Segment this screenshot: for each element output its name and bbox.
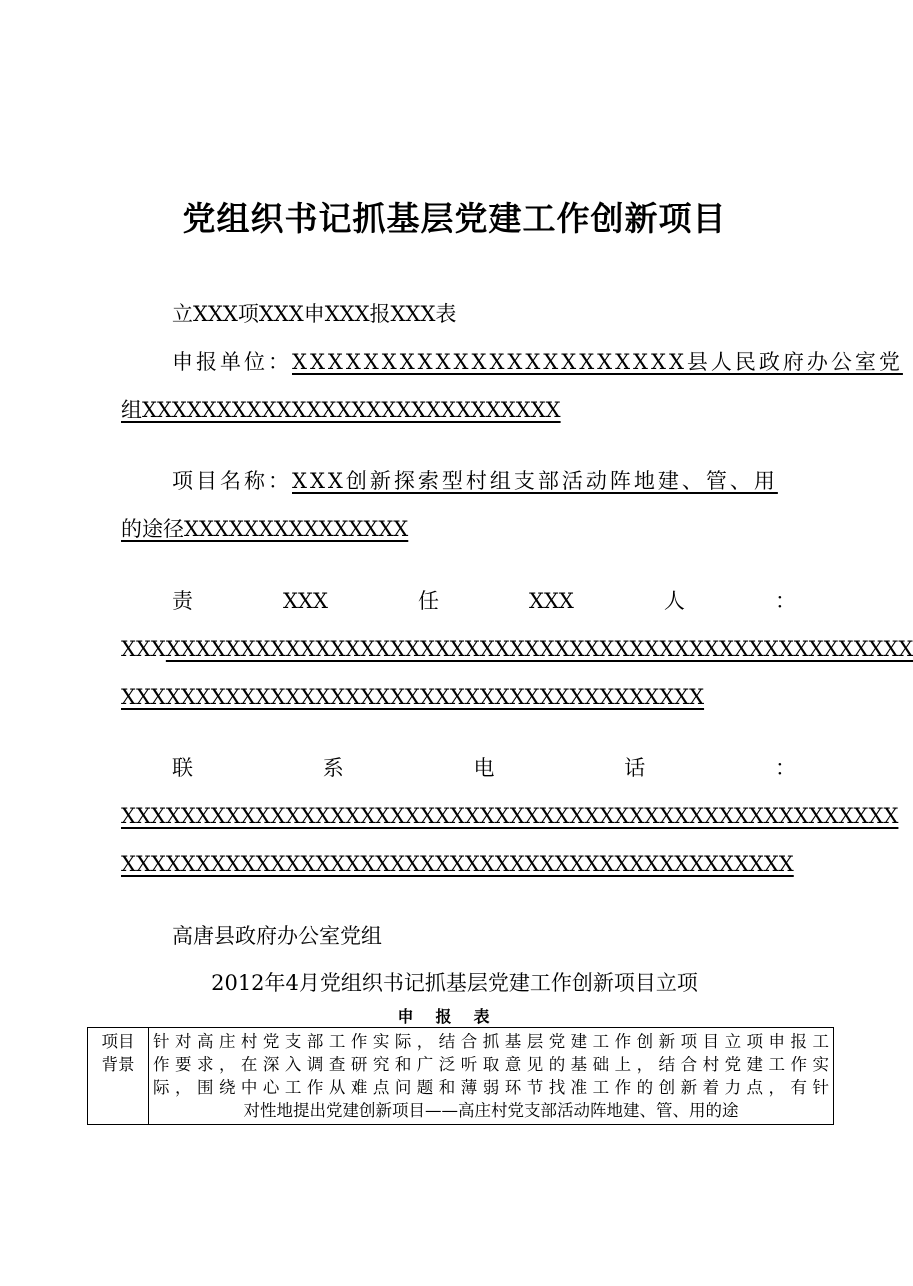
content-line: 针对高庄村党支部工作实际，结合抓基层党建工作创新项目立项申报工 (153, 1032, 829, 1051)
row-label-line-1: 项目 (101, 1032, 135, 1051)
unit-line-2 (121, 396, 796, 424)
responsible-line-1 (121, 635, 913, 663)
phone-label-row (172, 754, 796, 782)
project-label: 项目名称： (172, 469, 292, 493)
application-table (87, 1027, 834, 1125)
phone-value-2: XXXXXXXXXXXXXXXXXXXXXXXXXXXXXXXXXXXXXXXXXXXXX (121, 852, 794, 876)
document-title: 党组织书记抓基层党建工作创新项目 (182, 199, 727, 238)
row-content-cell (149, 1028, 834, 1125)
content-line: 际，围绕中心工作从难点问题和薄弱环节找准工作的创新着力点，有针 (153, 1078, 829, 1097)
unit-line-1 (172, 348, 903, 376)
responsible-value-1: XXXXXXXXXXXXXXXXXXXXXXXXXXXXXXXXXXXXXXXXXXXXXXXXXX (165, 637, 913, 661)
responsible-prefix: XXX (121, 637, 166, 661)
project-value-2: 的途径XXXXXXXXXXXXXXX (121, 517, 409, 541)
table-title: 申报表 (397, 1007, 512, 1026)
unit-value-1: XXXXXXXXXXXXXXXXXXXXXX县人民政府办公室党 (292, 350, 903, 374)
project-line-2 (121, 515, 796, 543)
responsible-char: 责 (172, 589, 193, 613)
project-value-1: XXX创新探索型村组支部活动阵地建、管、用 (292, 469, 778, 493)
responsible-char: XXX (529, 589, 574, 613)
content-line: 作要求，在深入调查研究和广泛听取意见的基础上，结合村党建工作实 (153, 1055, 829, 1074)
responsible-char: 任 (417, 589, 439, 613)
unit-label: 申报单位： (172, 350, 292, 374)
phone-char: 话 (624, 756, 646, 780)
phone-line-2 (121, 850, 796, 878)
date-line: 2012年4月党组织书记抓基层党建工作创新项目立项 (211, 971, 698, 995)
phone-line-1 (121, 802, 899, 830)
responsible-char: XXX (283, 589, 328, 613)
phone-char: 联 (172, 756, 193, 780)
phone-char: ： (775, 756, 796, 780)
responsible-char: ： (774, 589, 796, 613)
table-row (88, 1028, 834, 1125)
responsible-value-2: XXXXXXXXXXXXXXXXXXXXXXXXXXXXXXXXXXXXXXX (121, 685, 705, 709)
responsible-char: 人 (663, 589, 685, 613)
phone-char: 系 (322, 756, 344, 780)
content-line: 对性地提出党建创新项目——高庄村党支部活动阵地建、管、用的途 (243, 1101, 739, 1120)
row-label-cell (88, 1028, 149, 1125)
row-label-line-2: 背景 (101, 1055, 135, 1074)
unit-value-2: 组XXXXXXXXXXXXXXXXXXXXXXXXXXXX (121, 398, 561, 422)
form-header: 立XXX项XXX申XXX报XXX表 (172, 302, 457, 326)
phone-value-1: XXXXXXXXXXXXXXXXXXXXXXXXXXXXXXXXXXXXXXXXXXXXXXXXXXXX (121, 804, 899, 828)
project-line-1 (172, 467, 796, 495)
organization-name: 高唐县政府办公室党组 (172, 924, 382, 948)
responsible-label-row (172, 587, 796, 615)
responsible-line-2 (121, 683, 796, 711)
phone-char: 电 (473, 756, 495, 780)
